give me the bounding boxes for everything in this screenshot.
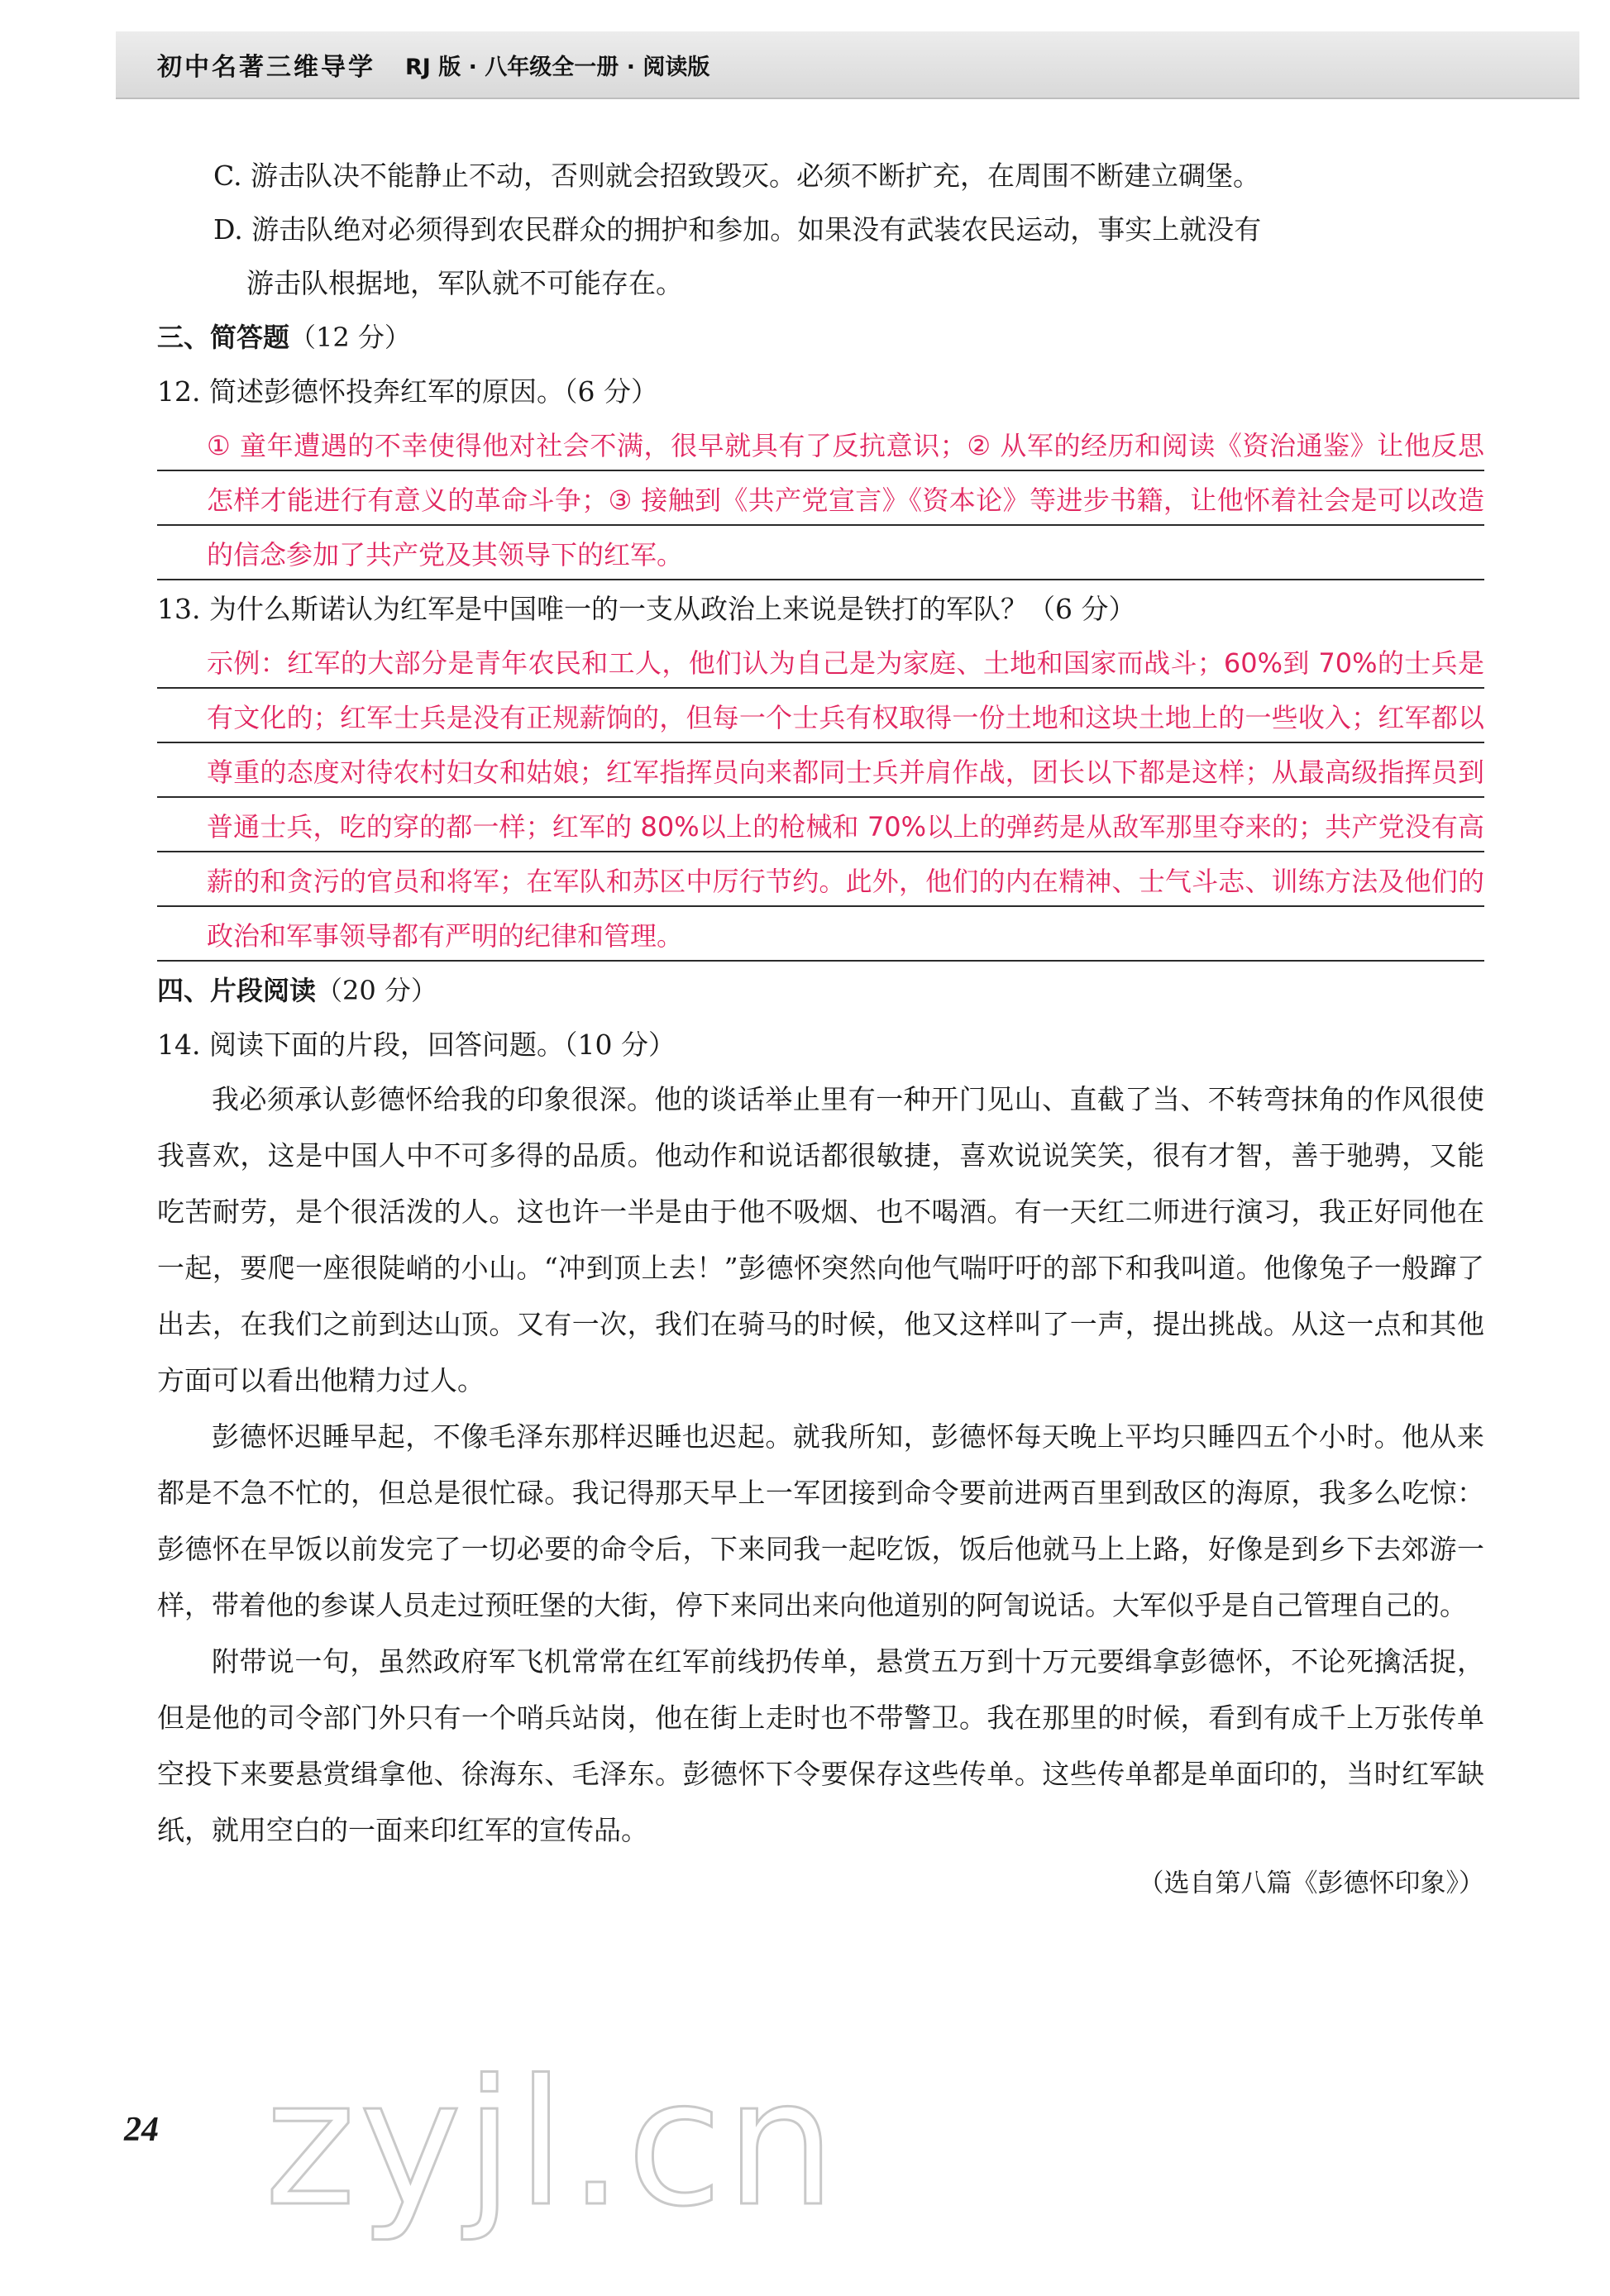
section-3-title: 三、简答题 <box>157 322 290 353</box>
passage-paragraph: 附带说一句，虽然政府军飞机常常在红军前线扔传单，悬赏五万到十万元要缉拿彭德怀，不论死擒活捉，但是他的司令部门外只有一个哨兵站岗，他在街上走时也不带警卫。我在那里的时候，看到有成千上万张传单空投下来要悬赏缉拿他、徐海东、毛泽东。彭德怀下令要保存这些传单。这些传单都是单面印的，当时红军缺纸，就用空白的一面来印红军的宣传品。 <box>157 1645 1484 1846</box>
section-3-heading <box>157 310 1484 365</box>
option-d-line1: D. 游击队绝对必须得到农民群众的拥护和参加。如果没有武装农民运动，事实上就没有 <box>213 213 1262 246</box>
passage-paragraph: 彭德怀迟睡早起，不像毛泽东那样迟睡也迟起。就我所知，彭德怀每天晚上平均只睡四五个小时。他从来都是不急不忙的，但总是很忙碌。我记得那天早上一军团接到命令要前进两百里到敌区的海原，我多么吃惊：彭德怀在早饭以前发完了一切必要的命令后，下来同我一起吃饭，饭后他就马上上路，好像是到乡下去郊游一样，带着他的参谋人员走过预旺堡的大街，停下来同出来向他道别的阿訇说话。大军似乎是自己管理自己的。 <box>157 1420 1484 1621</box>
option-c: C. 游击队决不能静止不动，否则就会招致毁灭。必须不断扩充，在周围不断建立碉堡。 <box>213 160 1261 192</box>
page-header <box>116 31 1579 99</box>
option-d-line2: 游击队根据地，军队就不可能存在。 <box>246 267 683 299</box>
page-number: 24 <box>124 2111 159 2149</box>
passage-source: （选自第八篇《彭德怀印象》） <box>1138 1869 1484 1898</box>
book-title: 初中名著三维导学 <box>157 53 375 82</box>
answer-12: ① 童年遭遇的不幸使得他对社会不满，很早就具有了反抗意识；② 从军的经历和阅读《资治通鉴》让他反思怎样才能进行有意义的革命斗争；③ 接触到《共产党宣言》《资本论》等进步书籍，让他怀着社会是可以改造的信念参加了共产党及其领导下的红军。 <box>157 418 1484 582</box>
section-4-score: （20 分） <box>316 975 437 1006</box>
section-4-title: 四、片段阅读 <box>157 975 317 1006</box>
watermark: zyjl.cn <box>265 2042 839 2245</box>
passage-paragraph: 我必须承认彭德怀给我的印象很深。他的谈话举止里有一种开门见山、直截了当、不转弯抹角的作风很使我喜欢，这是中国人中不可多得的品质。他动作和说话都很敏捷，喜欢说说笑笑，很有才智，善于驰骋，又能吃苦耐劳，是个很活泼的人。这也许一半是由于他不吸烟、也不喝酒。有一天红二师进行演习，我正好同他在一起，要爬一座很陡峭的小山。“冲到顶上去！”彭德怀突然向他气喘吁吁的部下和我叫道。他像兔子一般蹿了出去，在我们之前到达山顶。又有一次，我们在骑马的时候，他又这样叫了一声，提出挑战。从这一点和其他方面可以看出他精力过人。 <box>157 1083 1484 1396</box>
page-content <box>157 149 1484 1908</box>
question-12: 12. 简述彭德怀投奔红军的原因。（6 分） <box>157 375 658 408</box>
question-13: 13. 为什么斯诺认为红军是中国唯一的一支从政治上来说是铁打的军队？（6 分） <box>157 593 1136 625</box>
edition-label: RJ 版 · 八年级全一册 · 阅读版 <box>405 54 710 80</box>
section-3-score: （12 分） <box>289 322 411 353</box>
section-4-heading <box>157 963 1484 1018</box>
answer-13: 示例：红军的大部分是青年农民和工人，他们认为自己是为家庭、土地和国家而战斗；60%到 70%的士兵是有文化的；红军士兵是没有正规薪饷的，但每一个士兵有权取得一份土地和这块土地上的一些收入；红军都以尊重的态度对待农村妇女和姑娘；红军指挥员向来都同士兵并肩作战，团长以下都是这样；从最高级指挥员到普通士兵，吃的穿的都一样；红军的 80%以上的枪械和 70%以上的弹药是从敌军那里夺来的；共产党没有高薪的和贪污的官员和将军；在军队和苏区中厉行节约。此外，他们的内在精神、士气斗志、训练方法及他们的政治和军事领导都有严明的纪律和管理。 <box>157 636 1484 963</box>
question-14: 14. 阅读下面的片段，回答问题。（10 分） <box>157 1029 676 1061</box>
